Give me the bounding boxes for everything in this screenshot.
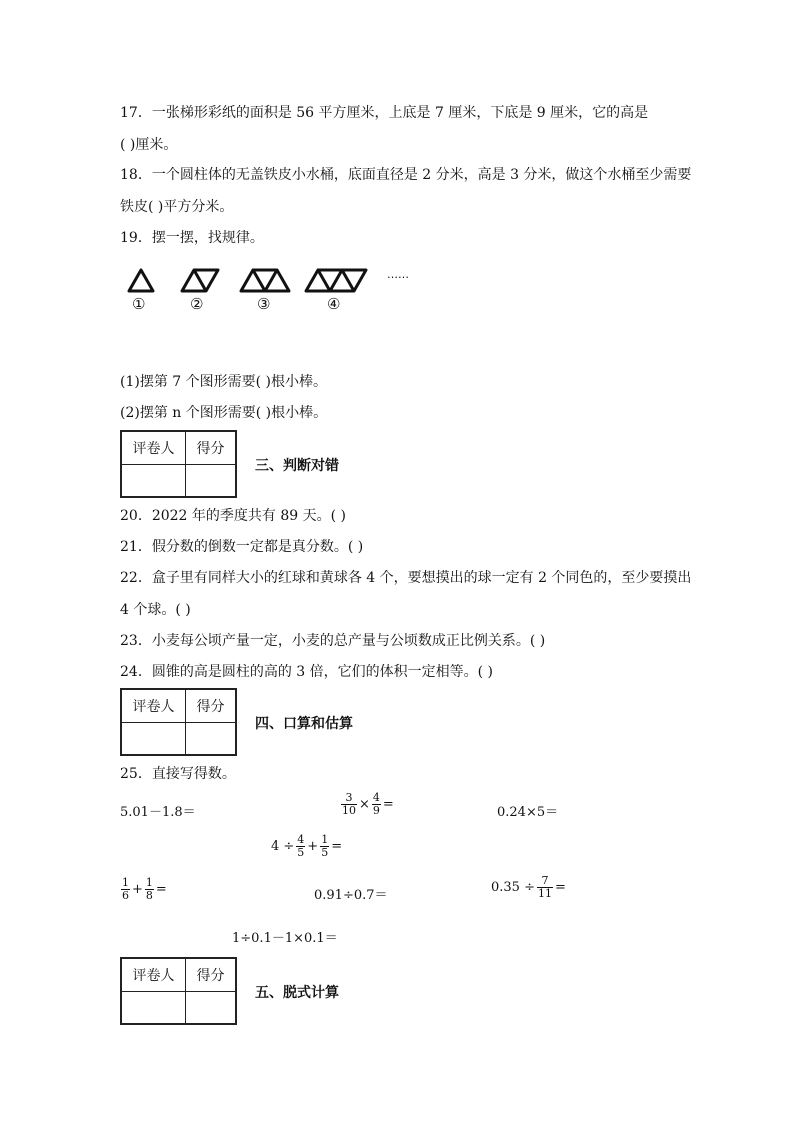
grading-table [120, 957, 237, 1025]
expr-5: $\frac{1}{6}$ + $\frac{1}{8}$ = [122, 876, 167, 902]
figure-1-triangle [129, 270, 153, 291]
fraction: $\frac{3}{10}$ [342, 791, 356, 817]
figure-3-shape [241, 270, 289, 291]
expr-2: $\frac{3}{10}$ × $\frac{4}{9}$ = [342, 791, 394, 817]
fraction: $\frac{7}{11}$ [537, 874, 552, 900]
question-19-sub1: (1)摆第 7 个图形需要( )根小棒。 [120, 374, 328, 390]
expr-3: 0.24×5＝ [497, 805, 559, 820]
expr-7: 0.35 ÷ $\frac{7}{11}$ = [491, 874, 566, 900]
figure-4-label: ④ [327, 295, 341, 313]
grader-label: 评卷人 [132, 968, 175, 984]
question-23: 23．小麦每公顷产量一定，小麦的总产量与公顷数成正比例关系。( ) [120, 633, 546, 649]
grader-label: 评卷人 [132, 441, 175, 457]
section-5-title: 五、脱式计算 [255, 985, 339, 1001]
question-18-line1: 18．一个圆柱体的无盖铁皮小水桶，底面直径是 2 分米，高是 3 分米，做这个水桶至少需要 [120, 167, 692, 183]
fraction: $\frac{1}{8}$ [145, 876, 153, 902]
question-25-stem: 25．直接写得数。 [120, 766, 236, 782]
question-19-stem: 19．摆一摆，找规律。 [120, 230, 264, 246]
question-18-line2: 铁皮( )平方分米。 [120, 199, 234, 215]
expr-6: 0.91÷0.7＝ [314, 888, 388, 903]
score-label: 得分 [196, 968, 225, 984]
grading-table [120, 430, 237, 498]
fraction: $\frac{1}{6}$ [122, 876, 129, 902]
grader-label: 评卷人 [132, 699, 175, 715]
figure-4-shape [306, 270, 366, 291]
question-24: 24．圆锥的高是圆柱的高的 3 倍，它们的体积一定相等。( ) [120, 664, 493, 680]
expr-1: 5.01－1.8＝ [120, 805, 196, 820]
score-label: 得分 [196, 699, 225, 715]
question-17-line1: 17．一张梯形彩纸的面积是 56 平方厘米，上底是 7 厘米，下底是 9 厘米，它的高是 [120, 105, 649, 121]
expr-4: 4 ÷ $\frac{4}{5}$ + $\frac{1}{5}$ = [271, 833, 343, 859]
fraction: $\frac{4}{5}$ [297, 833, 305, 859]
pattern-ellipsis: …… [387, 268, 409, 281]
score-label: 得分 [196, 441, 225, 457]
figure-2-label: ② [190, 295, 204, 313]
fraction: $\frac{4}{9}$ [372, 791, 380, 817]
question-21: 21．假分数的倒数一定都是真分数。( ) [120, 539, 364, 555]
section-4-title: 四、口算和估算 [255, 716, 353, 732]
expr-8: 1÷0.1－1×0.1＝ [232, 931, 338, 946]
figure-3-label: ③ [257, 295, 271, 313]
figure-2-shape [182, 270, 218, 291]
question-22-line2: 4 个球。( ) [120, 602, 191, 618]
question-22-line1: 22．盒子里有同样大小的红球和黄球各 4 个，要想摸出的球一定有 2 个同色的，至少要摸出 [120, 570, 692, 586]
question-19-sub2: (2)摆第 n 个图形需要( )根小棒。 [120, 405, 328, 421]
figure-1-label: ① [132, 295, 146, 313]
grading-table [120, 688, 237, 756]
question-17-line2: ( )厘米。 [120, 137, 178, 153]
question-20: 20．2022 年的季度共有 89 天。( ) [120, 508, 346, 524]
section-3-title: 三、判断对错 [255, 458, 339, 474]
fraction: $\frac{1}{5}$ [321, 833, 329, 859]
